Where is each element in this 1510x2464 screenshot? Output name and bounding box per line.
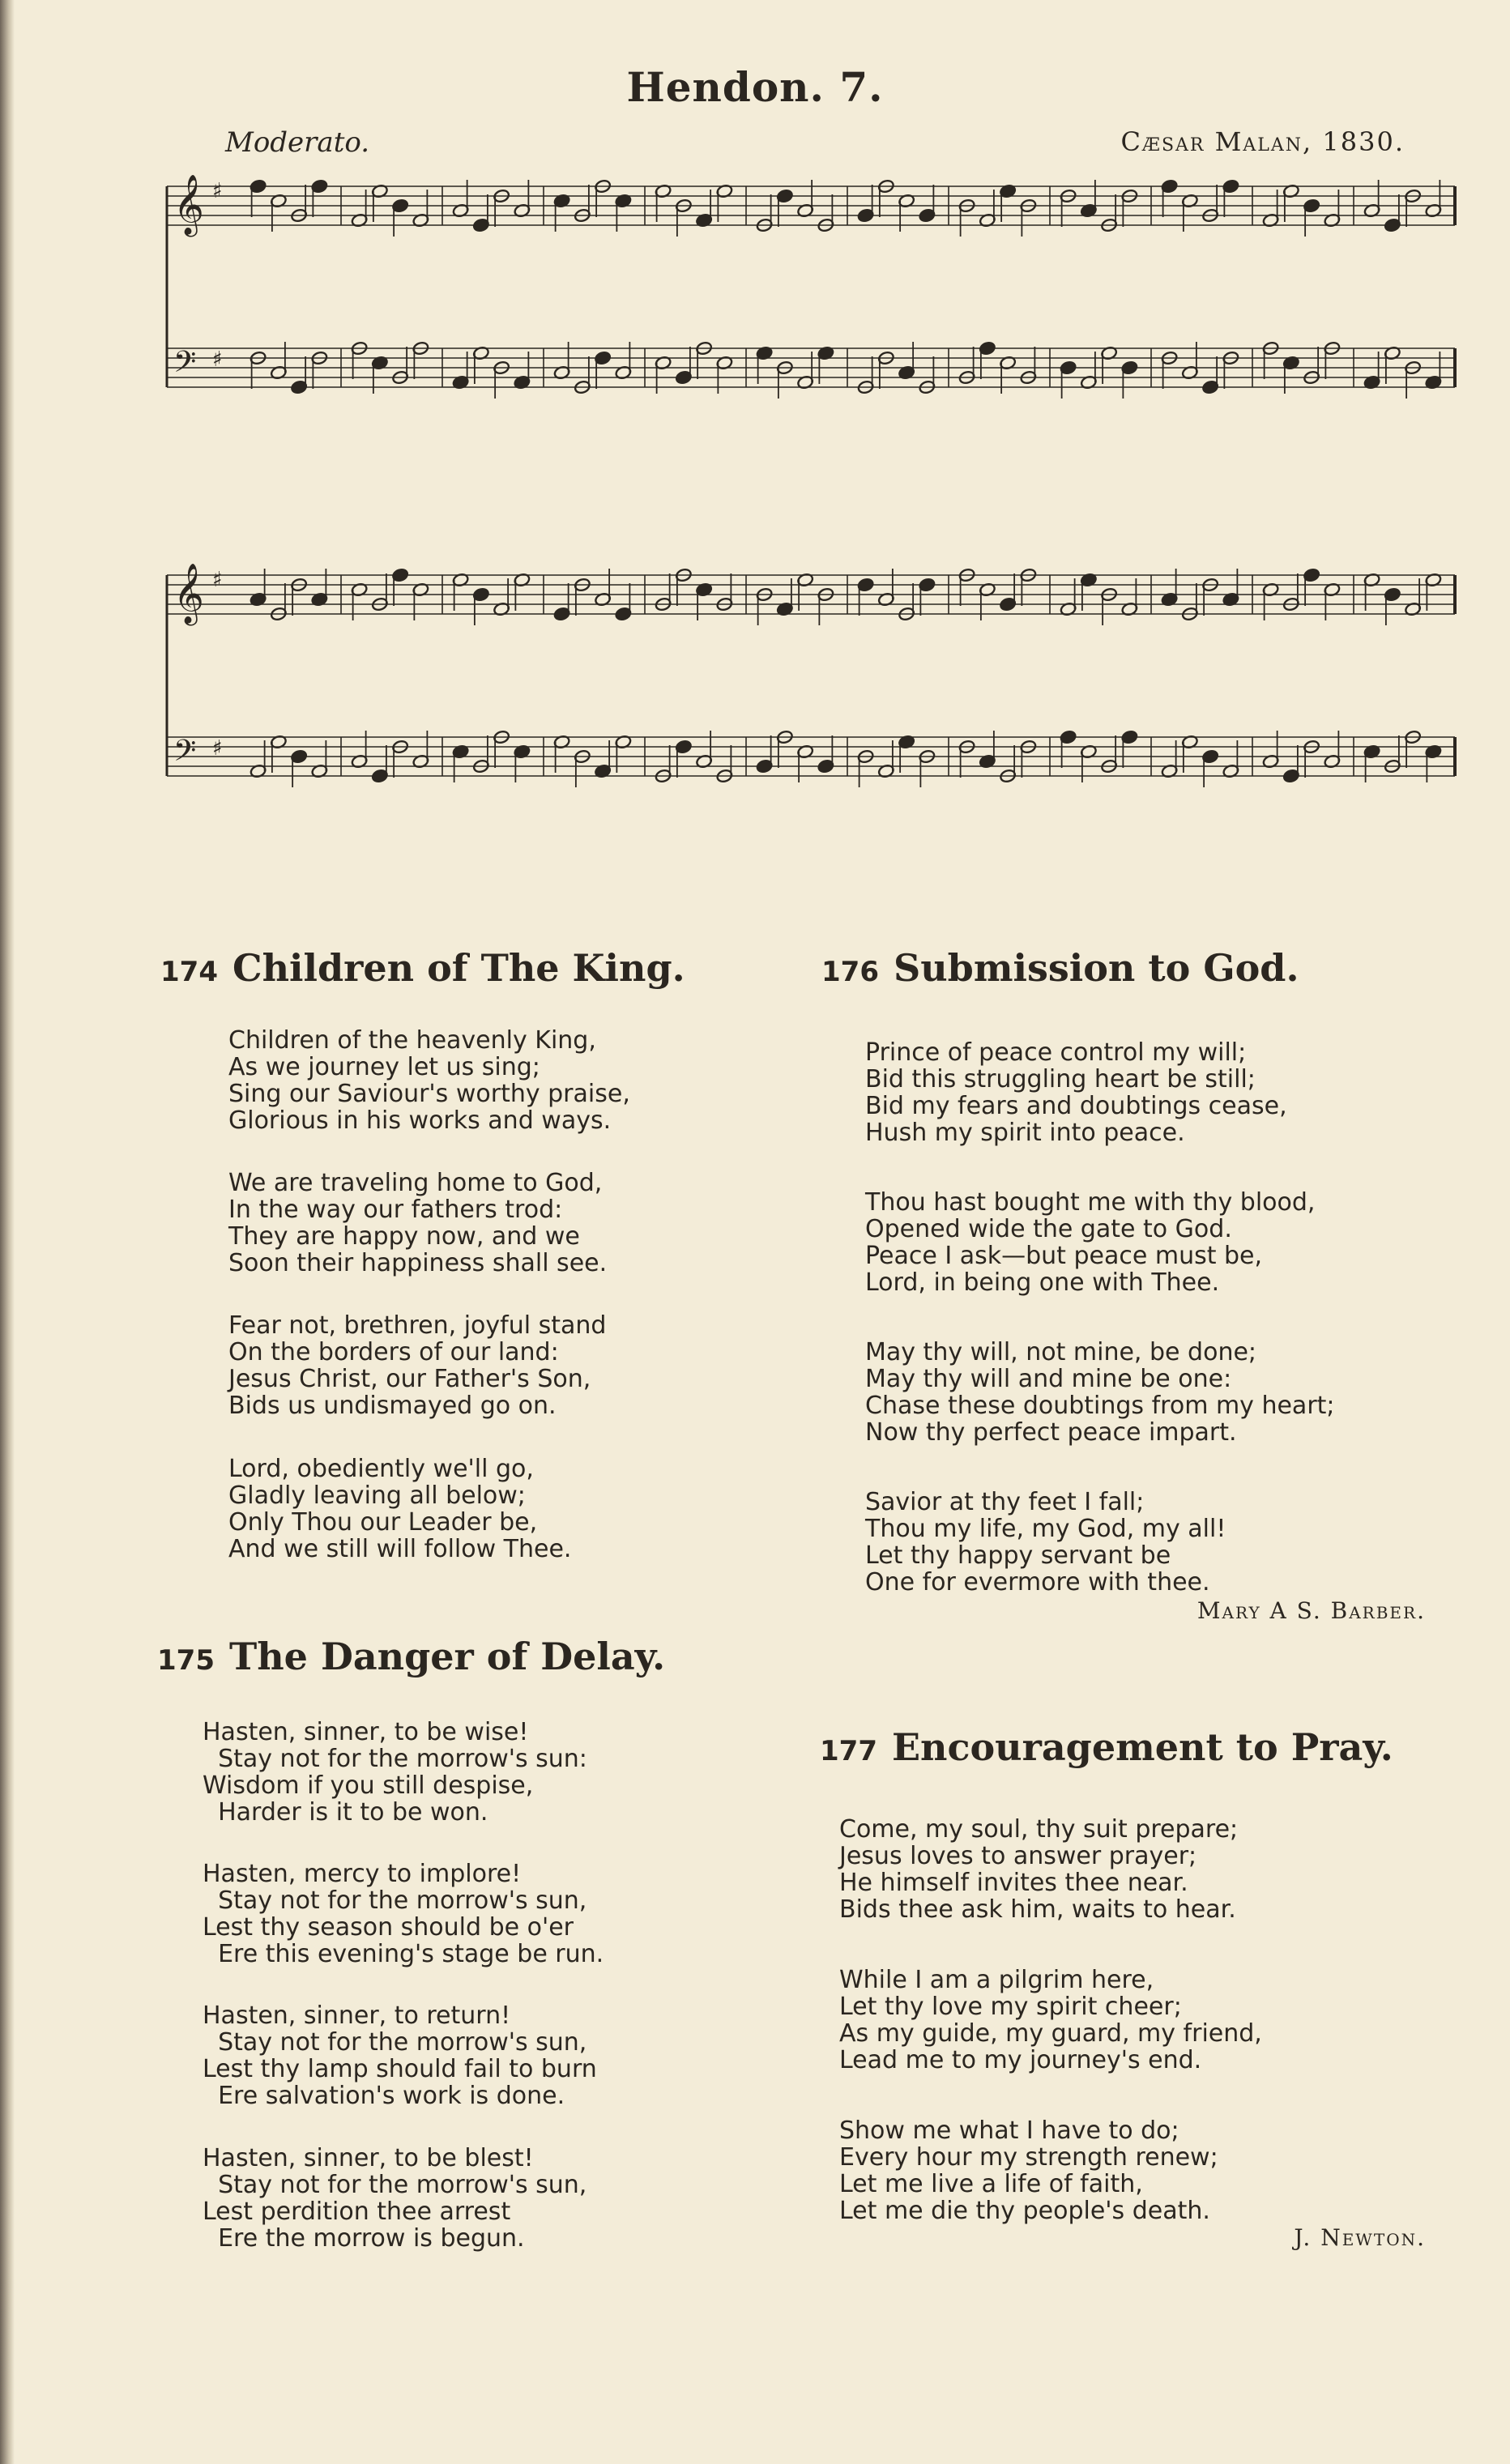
- bass-staff: [167, 730, 1455, 787]
- hymn-175-stanza-3: Hasten, sinner, to return! Stay not for the morrow's sun, Lest thy lamp should fail to burn Ere salvation's work is done.: [203, 2001, 597, 2110]
- sharp-icon: ♯: [212, 347, 223, 372]
- music-system: [167, 175, 1455, 399]
- composer-credit: Cæsar Malan, 1830.: [1120, 126, 1405, 157]
- music-score: [162, 154, 1466, 867]
- sharp-icon: ♯: [212, 736, 223, 761]
- bass-clef-icon: 𝄢: [173, 345, 197, 386]
- hymn-176-stanza-4: Savior at thy feet I fall; Thou my life, my God, my all! Let thy happy servant be One for evermore with thee.: [865, 1488, 1226, 1596]
- hymn-177-author: J. Newton.: [1294, 2224, 1426, 2251]
- hymn-175-stanza-1: Hasten, sinner, to be wise! Stay not for the morrow's sun: Wisdom if you still despise, Harder is it to be won.: [203, 1718, 587, 1827]
- hymn-title: Children of The King.: [232, 946, 685, 990]
- treble-staff: [167, 564, 1455, 626]
- hymn-175-stanza-4: Hasten, sinner, to be blest! Stay not for the morrow's sun, Lest perdition thee arrest Ere the morrow is begun.: [203, 2144, 587, 2253]
- hymn-number: 174: [160, 956, 218, 988]
- hymn-176-author: Mary A S. Barber.: [1196, 1597, 1426, 1624]
- hymn-174-stanza-1: Children of the heavenly King, As we journey let us sing; Sing our Saviour's worthy praise, Glorious in his works and ways.: [228, 1026, 630, 1135]
- hymn-174-stanza-4: Lord, obediently we'll go, Gladly leaving all below; Only Thou our Leader be, And we still will follow Thee.: [228, 1455, 572, 1563]
- tune-title: Hendon. 7.: [626, 63, 884, 111]
- treble-clef-icon: 𝄞: [173, 564, 204, 624]
- hymn-176-stanza-3: May thy will, not mine, be done; May thy will and mine be one: Chase these doubtings from my heart; Now thy perfect peace impart.: [865, 1338, 1335, 1447]
- sharp-icon: ♯: [212, 179, 223, 203]
- treble-staff: [167, 175, 1455, 237]
- hymn-174-stanza-2: We are traveling home to God, In the way our fathers trod: They are happy now, and we Soon their happiness shall see.: [228, 1169, 608, 1277]
- book-spine-edge: [0, 0, 15, 2464]
- hymn-174-heading: [160, 946, 685, 990]
- sharp-icon: ♯: [212, 568, 223, 592]
- hymn-176-stanza-2: Thou hast bought me with thy blood, Opened wide the gate to God. Peace I ask—but peace must be, Lord, in being one with Thee.: [865, 1188, 1316, 1297]
- hymn-177-stanza-2: While I am a pilgrim here, Let thy love my spirit cheer; As my guide, my guard, my friend, Lead me to my journey's end.: [839, 1966, 1262, 2074]
- hymn-title: Submission to God.: [893, 946, 1299, 990]
- hymn-175-heading: [157, 1635, 665, 1678]
- hymn-number: 175: [157, 1644, 215, 1677]
- hymn-176-stanza-1: Prince of peace control my will; Bid this struggling heart be still; Bid my fears and doubtings cease, Hush my spirit into peace.: [865, 1038, 1287, 1147]
- tempo-marking: Moderato.: [225, 126, 370, 159]
- hymn-177-stanza-1: Come, my soul, thy suit prepare; Jesus loves to answer prayer; He himself invites thee near. Bids thee ask him, waits to hear.: [839, 1815, 1239, 1924]
- hymn-176-heading: [821, 946, 1299, 990]
- hymn-number: 177: [820, 1735, 877, 1767]
- hymn-title: The Danger of Delay.: [228, 1635, 666, 1678]
- hymn-177-stanza-3: Show me what I have to do; Every hour my strength renew; Let me live a life of faith, Let me die thy people's death.: [839, 2117, 1218, 2225]
- bass-staff: [167, 341, 1455, 399]
- hymn-174-stanza-3: Fear not, brethren, joyful stand On the borders of our land: Jesus Christ, our Father's Son, Bids us undismayed go on.: [228, 1311, 607, 1420]
- hymn-175-stanza-2: Hasten, mercy to implore! Stay not for the morrow's sun, Lest thy season should be o'er Ere this evening's stage be run.: [203, 1860, 604, 1968]
- hymn-title: Encouragement to Pray.: [891, 1725, 1393, 1769]
- hymn-177-heading: [820, 1725, 1393, 1769]
- music-system: [167, 564, 1455, 787]
- treble-clef-icon: 𝄞: [173, 175, 204, 235]
- hymn-number: 176: [821, 956, 879, 988]
- bass-clef-icon: 𝄢: [173, 734, 197, 775]
